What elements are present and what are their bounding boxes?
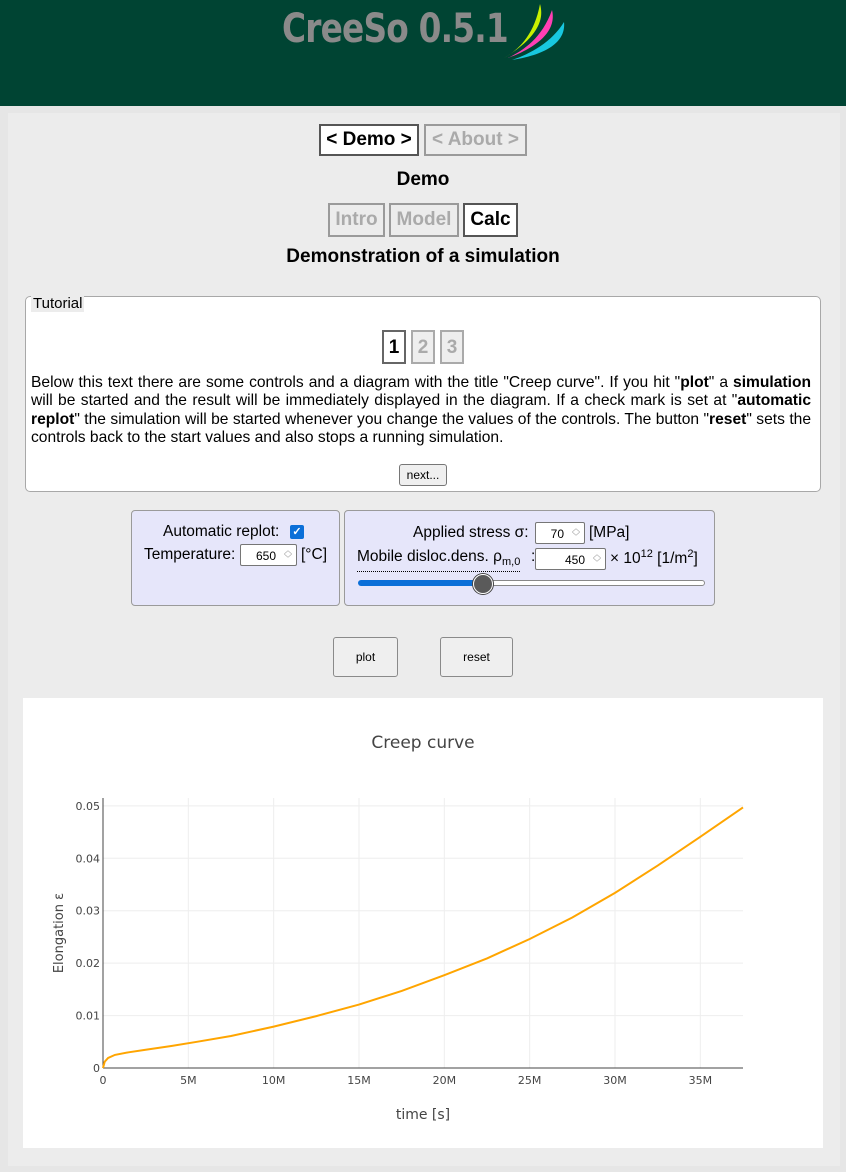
x-tick-label: 25M xyxy=(517,1074,542,1087)
chart-grid xyxy=(103,798,743,1068)
auto-replot-label: Automatic replot: xyxy=(163,523,280,540)
tab-calc[interactable]: Calc xyxy=(463,203,518,237)
tutorial-page-1[interactable]: 1 xyxy=(382,330,406,364)
tutorial-legend: Tutorial xyxy=(33,295,83,312)
next-button[interactable]: next... xyxy=(399,464,447,486)
temperature-input[interactable]: 650 ︿ ﹀ xyxy=(240,544,297,566)
y-tick-label: 0.03 xyxy=(75,904,100,918)
disloc-label: Mobile disloc.dens. $\rho_{m,0}$ xyxy=(357,548,520,572)
tutorial-page-3[interactable]: 3 xyxy=(440,330,464,364)
app-title: CreeSo 0.5.1 xyxy=(282,6,508,52)
y-tick-label: 0.04 xyxy=(75,852,100,866)
chart-ticks xyxy=(76,800,713,1087)
disloc-slider-thumb[interactable] xyxy=(473,574,493,594)
x-tick-label: 35M xyxy=(688,1074,713,1087)
x-tick-label: 10M xyxy=(261,1074,286,1087)
stepper-icon: ︿ ﹀ xyxy=(284,546,292,563)
disloc-unit: × $10^{12}$ $[1/m^2]$ xyxy=(610,548,698,568)
x-tick-label: 0 xyxy=(99,1074,107,1087)
stress-label: Applied stress σ: xyxy=(413,524,529,541)
y-tick-label: 0.02 xyxy=(75,957,100,971)
y-tick-label: 0 xyxy=(93,1062,100,1075)
stress-unit: [MPa] xyxy=(589,524,630,541)
tutorial-text: Below this text there are some controls and a diagram with the title "Creep curve". If you hit "plot" a simulation will be started and the result will be immediately displayed in the diagram. If a check mark is set at "automatic replot" the simulation will be started whenever you change the values of the controls. The button "reset" sets the controls back to the start values and also stops a running simulation. xyxy=(31,374,811,447)
y-tick-label: 0.01 xyxy=(75,1009,100,1023)
x-tick-label: 15M xyxy=(347,1074,371,1087)
section-title: Demo xyxy=(396,169,450,190)
stepper-icon: ︿ ﹀ xyxy=(593,550,601,567)
stress-input[interactable]: 70 ︿ ﹀ xyxy=(535,522,585,544)
chart-title: Creep curve xyxy=(371,733,475,753)
x-tick-label: 20M xyxy=(432,1074,457,1087)
temperature-label: Temperature: xyxy=(144,546,236,563)
tutorial-page-2[interactable]: 2 xyxy=(411,330,435,364)
chart-axes xyxy=(103,798,743,1068)
creep-curve-chart xyxy=(23,698,823,1148)
creep-curve-line xyxy=(103,807,743,1068)
stepper-icon: ︿ ﹀ xyxy=(572,524,580,541)
x-tick-label: 5M xyxy=(180,1074,197,1087)
app-header xyxy=(0,0,846,106)
temperature-unit: [°C] xyxy=(301,546,328,563)
disloc-slider-track[interactable] xyxy=(483,580,705,586)
disloc-slider-fill xyxy=(358,580,483,586)
tab-demo[interactable]: < Demo > xyxy=(319,124,419,156)
page-title: Demonstration of a simulation xyxy=(286,246,560,267)
chart-svg xyxy=(23,698,823,1148)
auto-replot-checkbox[interactable]: ✓ xyxy=(290,525,304,539)
x-axis-label: time [s] xyxy=(395,1107,451,1123)
tab-intro[interactable]: Intro xyxy=(328,203,385,237)
disloc-colon: : xyxy=(531,548,536,565)
disloc-input[interactable]: 450 ︿ ﹀ xyxy=(535,548,606,570)
tab-model[interactable]: Model xyxy=(389,203,459,237)
plot-button[interactable]: plot xyxy=(333,637,398,677)
feather-logo-icon xyxy=(500,0,570,62)
tab-about[interactable]: < About > xyxy=(424,124,527,156)
x-tick-label: 30M xyxy=(603,1074,627,1087)
y-axis-label: Elongation ε xyxy=(52,892,67,974)
reset-button[interactable]: reset xyxy=(440,637,513,677)
y-tick-label: 0.05 xyxy=(75,799,100,813)
